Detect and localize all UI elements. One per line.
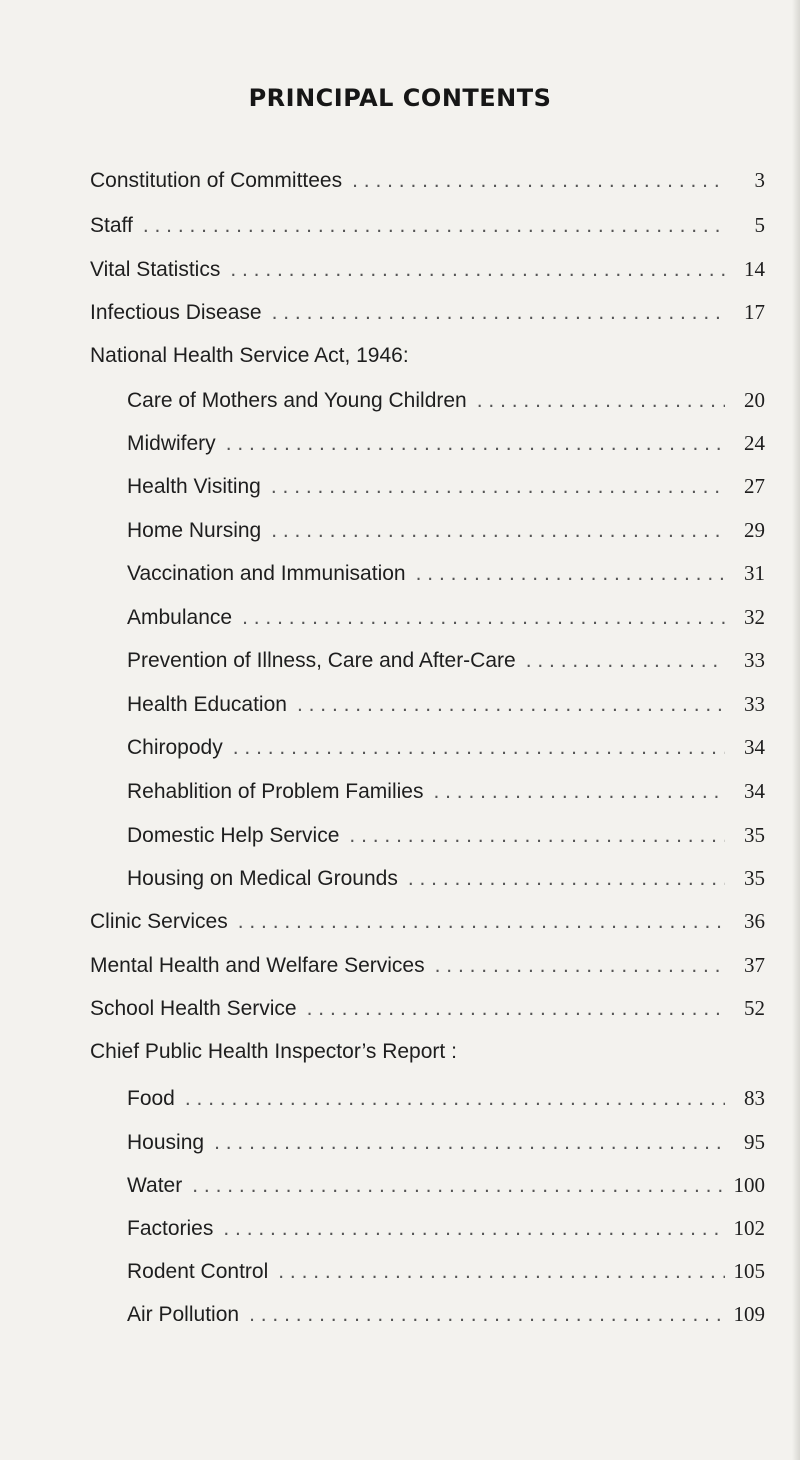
toc-entry-label: Mental Health and Welfare Services <box>90 954 425 977</box>
toc-entry <box>127 823 765 853</box>
toc-section-label: National Health Service Act, 1946: <box>90 344 409 367</box>
toc-entry-label: Vital Statistics <box>90 258 221 281</box>
toc-entry <box>127 735 765 765</box>
dot-leader <box>408 867 725 891</box>
toc-entry-label: Air Pollution <box>127 1303 240 1326</box>
dot-leader <box>433 780 725 804</box>
toc-entry-page: 3 <box>754 168 765 192</box>
toc-entry-page: 83 <box>744 1086 765 1110</box>
dot-leader <box>238 910 725 934</box>
toc-entry-page: 35 <box>744 823 765 847</box>
dot-leader <box>307 997 725 1021</box>
toc-entry-label: Chiropody <box>127 736 223 759</box>
toc-entry-page: 17 <box>744 300 765 324</box>
dot-leader <box>416 562 725 586</box>
dot-leader <box>349 824 725 848</box>
toc-entry-label: Constitution of Committees <box>90 169 343 192</box>
toc-entry-page: 29 <box>744 518 765 542</box>
toc-entry <box>127 1216 765 1246</box>
dot-leader <box>435 954 725 978</box>
dot-leader <box>278 1260 725 1284</box>
toc-entry-label: Housing <box>127 1131 205 1154</box>
dot-leader <box>143 214 725 238</box>
toc-entry-label: Health Visiting <box>127 475 261 498</box>
toc-entry-page: 37 <box>744 953 765 977</box>
dot-leader <box>185 1087 725 1111</box>
toc-section-label: Chief Public Health Inspector’s Report : <box>90 1040 457 1063</box>
dot-leader <box>233 736 725 760</box>
toc-entry-label: Health Education <box>127 693 287 716</box>
toc-entry <box>127 431 765 461</box>
toc-section-heading <box>90 1040 765 1070</box>
toc-entry-page: 36 <box>744 909 765 933</box>
dot-leader <box>526 649 725 673</box>
toc-entry <box>90 953 765 983</box>
dot-leader <box>271 519 725 543</box>
toc-entry <box>127 1173 765 1203</box>
dot-leader <box>272 301 725 325</box>
toc-entry-label: Midwifery <box>127 432 216 455</box>
toc-entry-page: 102 <box>733 1216 765 1240</box>
toc-entry <box>127 866 765 896</box>
toc-entry-page: 20 <box>744 388 765 412</box>
toc-entry-page: 34 <box>744 735 765 759</box>
toc-entry-page: 31 <box>744 561 765 585</box>
toc-entry-label: Ambulance <box>127 606 233 629</box>
toc-entry <box>127 779 765 809</box>
dot-leader <box>223 1217 725 1241</box>
page-title: PRINCIPAL CONTENTS <box>248 84 552 112</box>
toc-entry-page: 100 <box>733 1173 765 1197</box>
toc-entry <box>127 474 765 504</box>
toc-entry <box>127 692 765 722</box>
toc-entry-page: 52 <box>744 996 765 1020</box>
toc-entry <box>127 1302 765 1332</box>
toc-entry <box>127 1130 765 1160</box>
toc-entry-page: 32 <box>744 605 765 629</box>
toc-entry <box>127 388 765 418</box>
dot-leader <box>230 258 725 282</box>
toc-entry-label: Water <box>127 1174 183 1197</box>
dot-leader <box>477 389 725 413</box>
toc-entry-label: Staff <box>90 214 133 237</box>
toc-entry-label: Food <box>127 1087 175 1110</box>
toc-entry-page: 33 <box>744 648 765 672</box>
toc-entry-label: Prevention of Illness, Care and After-Care <box>127 649 516 672</box>
dot-leader <box>226 432 725 456</box>
toc-entry <box>90 909 765 939</box>
toc-entry <box>127 1259 765 1289</box>
toc-entry <box>90 213 765 243</box>
toc-entry <box>90 257 765 287</box>
toc-entry-label: Care of Mothers and Young Children <box>127 389 467 412</box>
toc-entry <box>127 648 765 678</box>
toc-entry-label: Clinic Services <box>90 910 228 933</box>
toc-entry-page: 14 <box>744 257 765 281</box>
toc-entry-page: 24 <box>744 431 765 455</box>
toc-entry-page: 109 <box>733 1302 765 1326</box>
toc-entry <box>127 561 765 591</box>
toc-entry <box>127 1086 765 1116</box>
toc-entry-label: Infectious Disease <box>90 301 262 324</box>
toc-entry-label: Rodent Control <box>127 1260 269 1283</box>
toc-entry-page: 33 <box>744 692 765 716</box>
dot-leader <box>297 693 725 717</box>
toc-entry-label: Vaccination and Immunisation <box>127 562 406 585</box>
toc-section-heading <box>90 344 765 374</box>
dot-leader <box>352 169 725 193</box>
toc-entry <box>90 996 765 1026</box>
toc-entry-page: 34 <box>744 779 765 803</box>
toc-entry-page: 35 <box>744 866 765 890</box>
toc-entry-label: Factories <box>127 1217 214 1240</box>
toc-entry-label: School Health Service <box>90 997 297 1020</box>
toc-entry-page: 95 <box>744 1130 765 1154</box>
dot-leader <box>192 1174 725 1198</box>
dot-leader <box>214 1131 725 1155</box>
toc-entry-label: Housing on Medical Grounds <box>127 867 398 890</box>
toc-entry <box>90 168 765 198</box>
toc-entry <box>127 605 765 635</box>
dot-leader <box>249 1303 725 1327</box>
toc-entry <box>90 300 765 330</box>
toc-entry <box>127 518 765 548</box>
toc-entry-page: 27 <box>744 474 765 498</box>
toc-entry-label: Rehablition of Problem Families <box>127 780 424 803</box>
dot-leader <box>242 606 725 630</box>
toc-entry-page: 5 <box>754 213 765 237</box>
dot-leader <box>271 475 725 499</box>
toc-entry-page: 105 <box>733 1259 765 1283</box>
toc-entry-label: Home Nursing <box>127 519 262 542</box>
toc-entry-label: Domestic Help Service <box>127 824 340 847</box>
